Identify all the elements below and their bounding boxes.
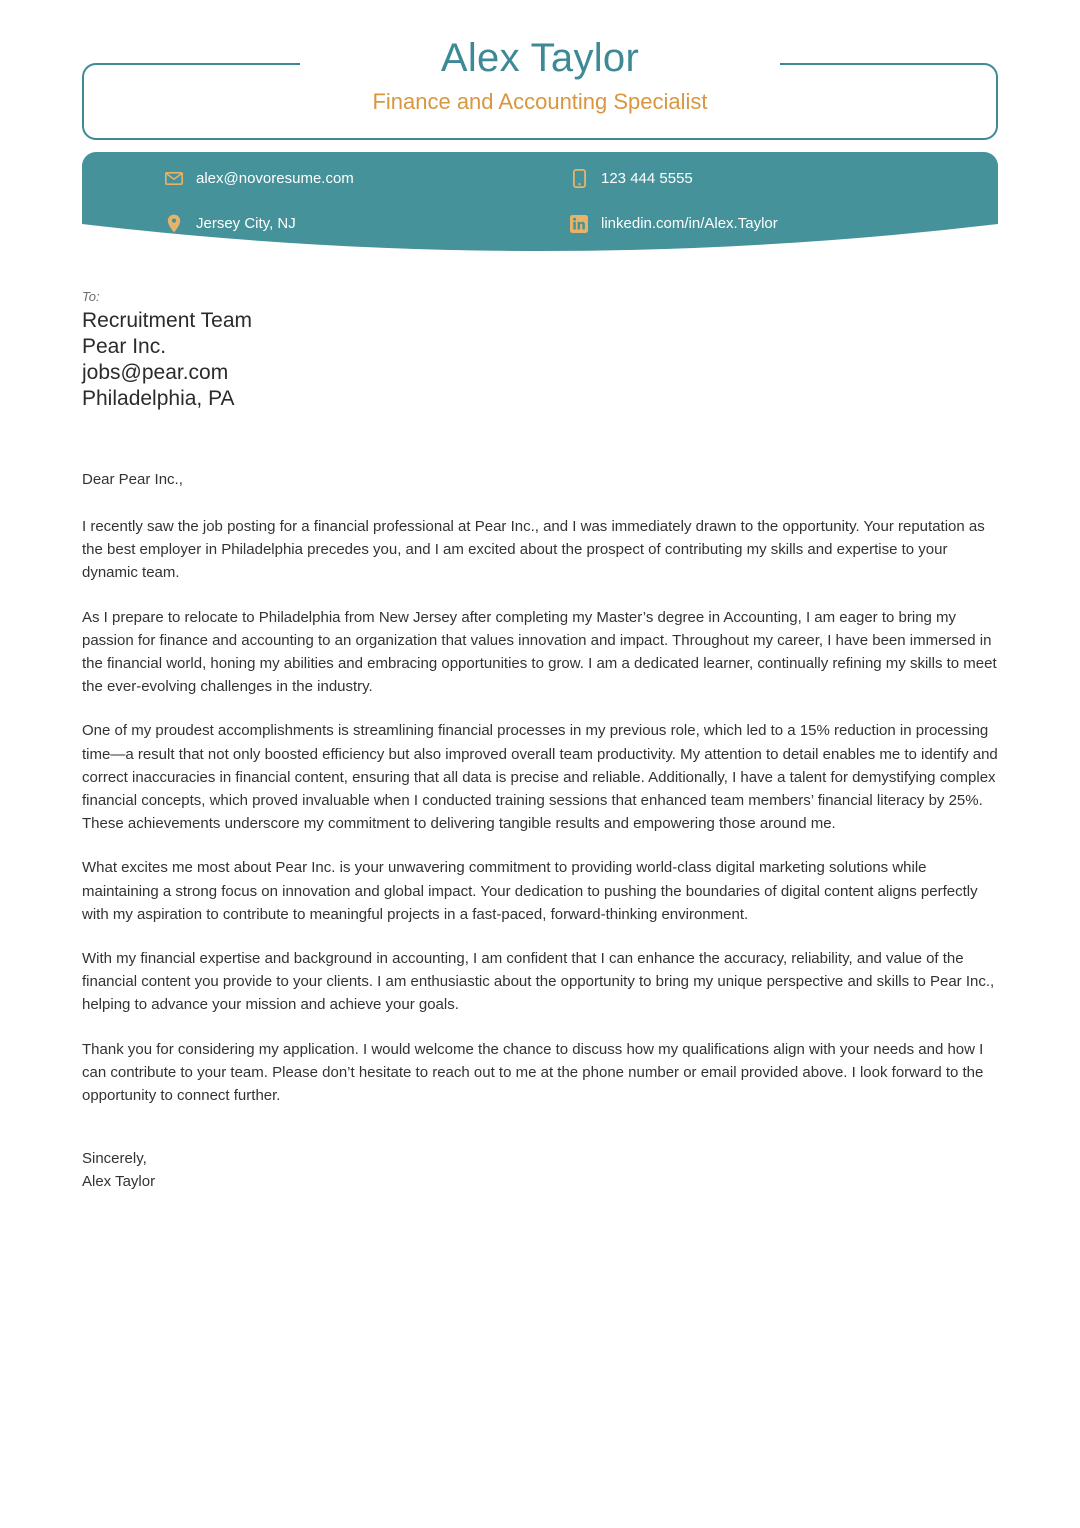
contact-phone-text: 123 444 5555 [601, 169, 693, 187]
signoff-block [82, 1147, 1002, 1193]
letter-paragraph: What excites me most about Pear Inc. is your unwavering commitment to providing world-class digital marketing solutions while maintaining a strong focus on innovation and global impact. Your dedication to pushing the boundaries of digital content aligns perfectly with my aspiration to contribute to meaningful projects in a fast-paced, forward-thinking environment. [82, 859, 978, 923]
recipient-location: Philadelphia, PA [82, 387, 235, 410]
contact-linkedin-text: linkedin.com/in/Alex.Taylor [601, 214, 778, 232]
recipient-email: jobs@pear.com [82, 361, 229, 384]
linkedin-icon [570, 214, 588, 234]
contact-location-text: Jersey City, NJ [196, 214, 296, 232]
contact-bar [82, 152, 998, 262]
contact-item-linkedin[interactable] [570, 214, 998, 234]
envelope-icon [165, 169, 183, 189]
contact-email-text: alex@novoresume.com [196, 169, 354, 187]
applicant-name: Alex Taylor [440, 36, 640, 80]
letter-paragraph: As I prepare to relocate to Philadelphia from New Jersey after completing my Master’s degree in Accounting, I am eager to bring my passion for finance and accounting to an organization that values innovation and impact. Throughout my career, I have been immersed in the financial world, honing my abilities and embracing opportunities to grow. I am a dedicated learner, continually refining my skills to meet the ever-evolving challenges in the industry. [82, 608, 997, 696]
phone-icon [570, 169, 588, 189]
closing-text: Sincerely, [82, 1150, 147, 1168]
recipient-block [82, 288, 682, 412]
letter-paragraph: Thank you for considering my application. I would welcome the chance to discuss how my qualifications align with your needs and how I can contribute to your team. Please don’t hesitate to reach out to me at the phone number or email provided above. I look forward to the opportunity to connect further. [82, 1040, 984, 1105]
applicant-job-title: Finance and Accounting Specialist [372, 89, 708, 114]
letter-paragraph: With my financial expertise and background in accounting, I am confident that I can enhance the accuracy, reliability, and value of the financial content you provide to your clients. I am enthusiastic about the opportunity to bring my unique perspective and skills to Pear Inc., helping to advance your mission and achieve your goals. [82, 950, 995, 1014]
location-pin-icon [165, 214, 183, 234]
recipient-company: Pear Inc. [82, 335, 167, 358]
to-label: To: [82, 289, 100, 304]
contact-item-location[interactable] [165, 214, 570, 234]
letter-body [82, 468, 1002, 1193]
letter-header [0, 0, 1080, 150]
letter-paragraph: I recently saw the job posting for a financial professional at Pear Inc., and I was immediately drawn to the opportunity. Your reputation as the best employer in Philadelphia precedes you, and I am excited about the prospect of contributing my skills and expertise to your dynamic team. [82, 518, 985, 582]
signature-name: Alex Taylor [82, 1173, 156, 1191]
salutation: Dear Pear Inc., [82, 471, 183, 488]
contact-item-email[interactable] [165, 169, 570, 189]
contact-item-phone[interactable] [570, 169, 998, 189]
letter-paragraph: One of my proudest accomplishments is streamlining financial processes in my previous role, which led to a 15% reduction in processing time—a result that not only boosted efficiency but also improved overall team productivity. My attention to detail enables me to identify and correct inaccuracies in financial content, ensuring that all data is precise and reliable. Additionally, I have a talent for demystifying complex financial concepts, which proved invaluable when I conducted training sessions that enhanced team members’ financial literacy by 25%. These achievements underscore my commitment to delivering tangible results and empowering those around me. [82, 722, 998, 833]
recipient-name: Recruitment Team [82, 309, 253, 332]
